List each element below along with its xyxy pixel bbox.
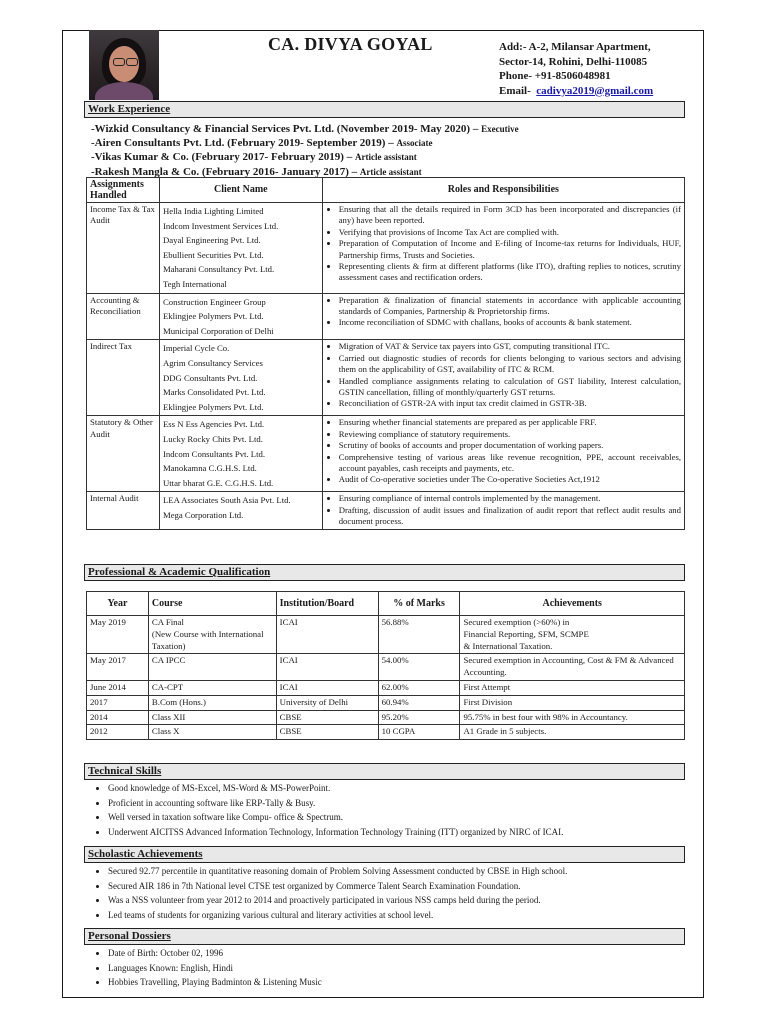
client-name: DDG Consultants Pvt. Ltd. — [162, 372, 258, 383]
qual-achievement — [460, 695, 685, 710]
qual-marks: 10 CGPA — [378, 725, 460, 740]
qual-achievement — [460, 680, 685, 695]
roles-cell — [322, 293, 684, 340]
client-name: Manokamna C.G.H.S. Ltd. — [162, 463, 257, 474]
section-technical-skills — [84, 763, 685, 780]
client-name: Hella India Lighting Limited — [162, 206, 264, 216]
scholastic-item: • Led teams of students for organizing various cultural and literary activities at school level. — [108, 908, 567, 923]
client-list — [159, 416, 322, 492]
qual-achievement — [460, 654, 685, 681]
assignment-row — [87, 340, 685, 416]
roles-list — [326, 204, 681, 284]
qual-year: 2014 — [87, 710, 149, 725]
work-item — [91, 122, 519, 136]
course-line: (New Course with International Taxation) — [151, 628, 264, 651]
role-item: • Preparation & finalization of financial statements in accordance with applicable accounting standards of Companies, Partnership & Proprietorship firms. — [339, 295, 681, 318]
qualification-row — [87, 725, 685, 740]
client-name: Ebullient Securities Pvt. Ltd. — [162, 249, 264, 260]
roles-list — [326, 295, 681, 329]
work-org: -Wizkid Consultancy & Financial Services Pvt. Ltd. (November 2019- May 2020) – — [91, 123, 479, 135]
roles-cell — [322, 340, 684, 416]
qual-institution: CBSE — [276, 710, 378, 725]
client-name: Maharani Consultancy Pvt. Ltd. — [162, 264, 275, 275]
qual-achievement — [460, 710, 685, 725]
qualification-row — [87, 710, 685, 725]
roles-cell — [322, 203, 684, 294]
qual-institution: CBSE — [276, 725, 378, 740]
achievement-line: First Attempt — [463, 681, 511, 692]
qual-achievement — [460, 725, 685, 740]
client-name: Marks Consolidated Pvt. Ltd. — [162, 387, 266, 398]
course-line: CA Final — [151, 617, 184, 627]
assignment-area: Income Tax & Tax Audit — [87, 203, 160, 294]
work-item — [91, 150, 519, 164]
course-line: CA-CPT — [151, 681, 184, 692]
course-line: B.Com (Hons.) — [151, 696, 206, 707]
qualification-table — [86, 591, 685, 740]
qual-institution: ICAI — [276, 654, 378, 681]
roles-list — [326, 341, 681, 409]
work-experience-list — [91, 122, 519, 179]
qual-course — [148, 710, 276, 725]
client-list — [159, 492, 322, 529]
achievement-line: 95.75% in best four with 98% in Accountancy. — [463, 711, 628, 722]
section-title: Personal Dossiers — [88, 930, 171, 942]
client-name: Mega Corporation Ltd. — [162, 509, 244, 520]
qual-year: May 2017 — [87, 654, 149, 681]
assignment-area: Indirect Tax — [87, 340, 160, 416]
client-name: Tegh International — [162, 278, 227, 289]
technical-item: • Good knowledge of MS-Excel, MS-Word & MS-PowerPoint. — [108, 781, 563, 796]
role-item: • Scrutiny of books of accounts and proper documentation of working papers. — [339, 440, 681, 451]
client-name: Imperial Cycle Co. — [162, 343, 230, 354]
qualification-row — [87, 654, 685, 681]
client-list — [159, 203, 322, 294]
qualification-row — [87, 616, 685, 654]
client-name: Eklingjee Polymers Pvt. Ltd. — [162, 401, 264, 412]
section-title: Scholastic Achievements — [88, 848, 203, 860]
client-name: Eklingjee Polymers Pvt. Ltd. — [162, 311, 264, 322]
col-header-client: Client Name — [159, 178, 322, 203]
qual-course — [148, 695, 276, 710]
client-name: Indcom Investment Services Ltd. — [162, 220, 279, 231]
roles-list — [326, 417, 681, 485]
qual-year: May 2019 — [87, 616, 149, 654]
section-title: Professional & Academic Qualification — [88, 566, 271, 578]
scholastic-list — [95, 864, 567, 922]
qual-marks: 60.94% — [378, 695, 460, 710]
qual-institution: ICAI — [276, 680, 378, 695]
client-name: LEA Associates South Asia Pvt. Ltd. — [162, 495, 291, 506]
achievement-line: Secured exemption (>60%) in — [463, 617, 570, 627]
achievement-line: First Division — [463, 696, 513, 707]
section-scholastic — [84, 846, 685, 863]
qual-year: 2012 — [87, 725, 149, 740]
photo-body — [95, 82, 153, 100]
assignment-area: Internal Audit — [87, 492, 160, 529]
work-org: -Rakesh Mangla & Co. (February 2016- January 2017) – — [91, 165, 358, 178]
roles-list — [326, 493, 681, 527]
qual-marks: 62.00% — [378, 680, 460, 695]
qual-achievement — [460, 616, 685, 654]
col-header-course: Course — [148, 592, 276, 616]
role-item: • Ensuring that all the details required in Form 3CD has been incorporated and discrepancies (if any) have been reported. — [339, 204, 681, 227]
assignment-row — [87, 203, 685, 294]
qual-course — [148, 725, 276, 740]
qual-marks: 54.00% — [378, 654, 460, 681]
work-org: -Vikas Kumar & Co. (February 2017- February 2019) – — [91, 151, 353, 164]
work-role: Executive — [481, 124, 519, 134]
scholastic-item: • Secured 92.77 percentile in quantitative reasoning domain of Problem Solving Assessment conducted by CBSE in High school. — [108, 864, 567, 879]
achievement-line: Financial Reporting, SFM, SCMPE — [463, 628, 589, 639]
section-personal — [84, 928, 685, 945]
qual-institution: University of Delhi — [276, 695, 378, 710]
col-header-roles: Roles and Responsibilities — [322, 178, 684, 203]
role-item: • Drafting, discussion of audit issues and finalization of audit report that reflect audit results and document process. — [339, 505, 681, 528]
scholastic-item: • Secured AIR 186 in 7th National level CTSE test organized by Commerce Talent Search Examination Foundation. — [108, 879, 567, 894]
course-line: CA IPCC — [151, 655, 186, 666]
address-line-2: Sector-14, Rohini, Delhi-110085 — [499, 55, 648, 68]
personal-item: • Date of Birth: October 02, 1996 — [108, 946, 322, 961]
role-item: • Audit of Co-operative societies under The Co-operative Societies Act,1912 — [339, 474, 681, 485]
roles-cell — [322, 492, 684, 529]
profile-photo — [89, 30, 159, 100]
work-role: Article assistant — [354, 152, 417, 163]
achievement-line: & International Taxation. — [463, 640, 553, 651]
technical-item: • Underwent AICITSS Advanced Information Technology, Information Technology Training (ITT) organized by NIRC of ICAI. — [108, 825, 563, 840]
email-row — [499, 84, 653, 99]
scholastic-item: • Was a NSS volunteer from year 2012 to 2014 and proactively participated in various NSS camps held during the period. — [108, 893, 567, 908]
col-header-institution: Institution/Board — [276, 592, 378, 616]
col-header-assignments: Assignments Handled — [87, 178, 160, 203]
course-line: Class X — [151, 726, 180, 737]
candidate-name: CA. DIVYA GOYAL — [268, 34, 433, 54]
course-line: Class XII — [151, 711, 186, 722]
qual-year: June 2014 — [87, 680, 149, 695]
role-item: • Reconciliation of GSTR-2A with input tax credit claimed in GSTR-3B. — [339, 398, 681, 409]
qualification-row — [87, 695, 685, 710]
address-line-1: Add:- A-2, Milansar Apartment, — [499, 41, 651, 53]
client-name: Construction Engineer Group — [162, 296, 266, 307]
role-item: • Reviewing compliance of statutory requirements. — [339, 429, 681, 440]
work-org: -Airen Consultants Pvt. Ltd. (February 2019- September 2019) – — [91, 137, 394, 150]
achievement-line: Secured exemption in Accounting, Cost & FM & Advanced Accounting. — [463, 655, 674, 678]
achievement-line: A1 Grade in 5 subjects. — [463, 726, 547, 737]
role-item: • Preparation of Computation of Income and E-filing of Income-tax returns for Individuals, HUF, Partnership firms, Trusts and Societies. — [339, 238, 681, 261]
client-name: Indcom Consultants Pvt. Ltd. — [162, 448, 266, 459]
qual-marks: 95.20% — [378, 710, 460, 725]
role-item: • Ensuring compliance of internal controls implemented by the management. — [339, 493, 681, 504]
role-item: • Comprehensive testing of various areas like revenue recognition, PPE, account receivables, account payables, cash receipts and payments, etc. — [339, 452, 681, 475]
client-name: Agrim Consultancy Services — [162, 357, 263, 368]
photo-glasses-right — [126, 58, 138, 66]
section-work-experience — [84, 101, 685, 118]
client-name: Dayal Engineering Pvt. Ltd. — [162, 235, 261, 246]
personal-item: • Hobbies Travelling, Playing Badminton & Listening Music — [108, 975, 322, 990]
assignment-row — [87, 416, 685, 492]
qual-course — [148, 680, 276, 695]
email-link[interactable]: cadivya2019@gmail.com — [536, 84, 654, 97]
role-item: • Verifying that provisions of Income Tax Act are complied with. — [339, 227, 681, 238]
client-name: Uttar bharat G.E. C.G.H.S. Ltd. — [162, 477, 274, 488]
role-item: • Income reconciliation of SDMC with challans, books of accounts & bank statement. — [339, 317, 681, 328]
email-label: Email- — [499, 84, 531, 97]
personal-list — [95, 946, 322, 990]
assignments-table — [86, 177, 685, 530]
contact-block — [499, 40, 653, 98]
work-item — [91, 136, 519, 150]
personal-item: • Languages Known: English, Hindi — [108, 961, 322, 976]
qual-course — [148, 654, 276, 681]
client-list — [159, 293, 322, 340]
section-qualification — [84, 564, 685, 581]
client-list — [159, 340, 322, 416]
technical-item: • Proficient in accounting software like ERP-Tally & Busy. — [108, 796, 563, 811]
col-header-marks: % of Marks — [378, 592, 460, 616]
qual-marks: 56.88% — [378, 616, 460, 654]
qual-institution: ICAI — [276, 616, 378, 654]
assignment-area: Accounting & Reconciliation — [87, 293, 160, 340]
role-item: • Representing clients & firm at different platforms (like ITO), drafting replies to notices, scrutiny assessment cases and rectification orders. — [339, 261, 681, 284]
qual-course — [148, 616, 276, 654]
role-item: • Ensuring whether financial statements are prepared as per applicable FRF. — [339, 417, 681, 428]
phone: Phone- +91-8506048981 — [499, 70, 611, 82]
client-name: Municipal Corporation of Delhi — [162, 325, 274, 336]
role-item: • Carried out diagnostic studies of records for clients belonging to various sectors and advising them on the applicability of GST, availability of ITC & RCM. — [339, 353, 681, 376]
assignment-area: Statutory & Other Audit — [87, 416, 160, 492]
client-name: Ess N Ess Agencies Pvt. Ltd. — [162, 419, 265, 430]
assignment-row — [87, 492, 685, 529]
col-header-achievements: Achievements — [460, 592, 685, 616]
client-name: Lucky Rocky Chits Pvt. Ltd. — [162, 433, 263, 444]
work-role: Associate — [396, 138, 433, 149]
role-item: • Handled compliance assignments relating to calculation of GST liability, Interest calculation, GSTIN cancellation, filling of monthly/quarterly GST returns. — [339, 376, 681, 399]
qual-year: 2017 — [87, 695, 149, 710]
assignment-row — [87, 293, 685, 340]
section-title: Technical Skills — [88, 765, 162, 777]
technical-skills-list — [95, 781, 563, 839]
technical-item: • Well versed in taxation software like Compu- office & Spectrum. — [108, 810, 563, 825]
work-role: Article assistant — [359, 166, 422, 177]
photo-glasses-left — [113, 58, 125, 66]
section-title: Work Experience — [88, 103, 171, 115]
qualification-row — [87, 680, 685, 695]
role-item: • Migration of VAT & Service tax payers into GST, computing transitional ITC. — [339, 341, 681, 352]
roles-cell — [322, 416, 684, 492]
col-header-year: Year — [87, 592, 149, 616]
